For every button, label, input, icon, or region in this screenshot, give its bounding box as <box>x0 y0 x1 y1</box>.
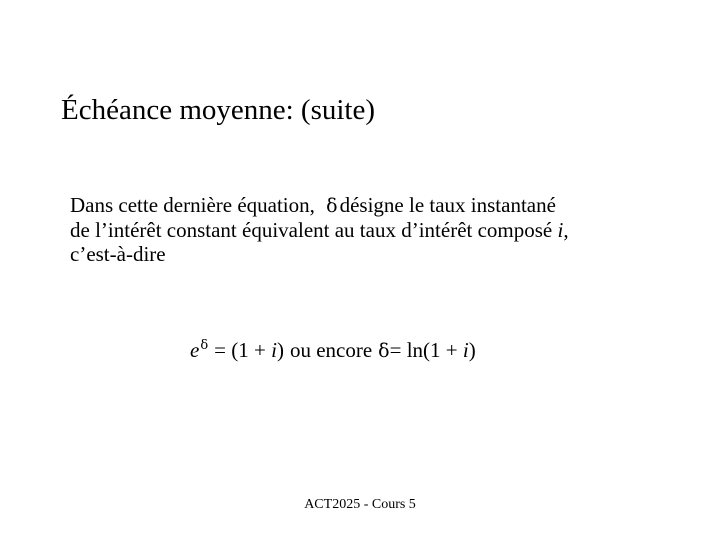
body-paragraph <box>70 193 670 266</box>
equation-part1-prefix: = (1 + <box>214 338 272 362</box>
line2-prefix: de l’intérêt constant équivalent au taux d’intérêt composé <box>70 218 558 242</box>
equation-part2-prefix: = ln(1 + <box>389 338 463 362</box>
equation-delta: δ <box>378 340 390 362</box>
paragraph-line-1 <box>70 193 670 218</box>
paragraph-line-2 <box>70 218 670 242</box>
variable-i: i <box>557 218 564 242</box>
line2-suffix: , <box>563 218 569 242</box>
equation <box>190 337 476 367</box>
equation-var-i-1: i <box>271 338 277 362</box>
delta-symbol: δ <box>326 195 338 217</box>
equation-exponent-delta: δ <box>200 338 209 353</box>
equation-connector: ou encore <box>289 338 373 362</box>
line1-prefix: Dans cette dernière équation, <box>70 193 321 217</box>
slide-title: Échéance moyenne: (suite) <box>61 94 376 126</box>
equation-var-i-2: i <box>462 338 469 362</box>
equation-part2-suffix: ) <box>468 338 476 362</box>
slide-footer: ACT2025 - Cours 5 <box>304 497 416 512</box>
equation-part1-suffix: ) <box>276 338 284 362</box>
equation-base-e: e <box>190 338 200 362</box>
paragraph-line-3: c’est-à-dire <box>70 242 166 266</box>
line1-suffix: désigne le taux instantané <box>339 193 556 217</box>
